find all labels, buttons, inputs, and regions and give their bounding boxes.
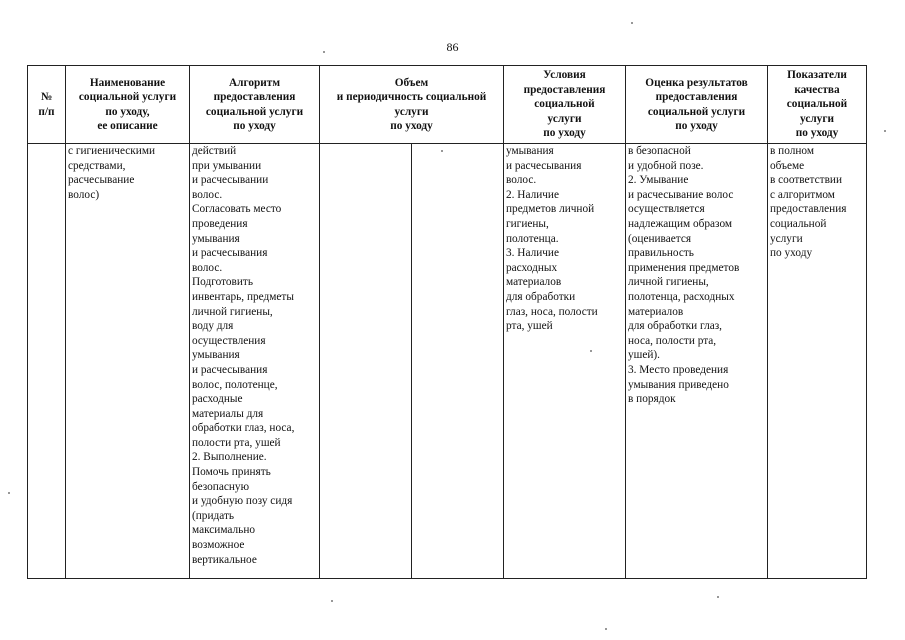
table-row xyxy=(28,144,867,579)
services-table xyxy=(27,65,867,579)
scan-speck xyxy=(8,492,10,494)
scan-speck xyxy=(884,130,886,132)
header-service-name: Наименование социальной услуги по уходу, ее описание xyxy=(66,66,190,144)
cell-conditions: умывания и расчесывания волос. 2. Наличие предметов личной гигиены, полотенца. 3. Наличие расходных материалов для обработки глаз, носа, полости рта, ушей xyxy=(504,144,626,579)
cell-volume xyxy=(320,144,504,579)
cell-volume-right xyxy=(412,144,501,578)
header-volume: Объем и периодичность социальной услуги по уходу xyxy=(320,66,504,144)
page-number: 86 xyxy=(446,40,459,54)
header-evaluation: Оценка результатов предоставления социальной услуги по уходу xyxy=(626,66,768,144)
cell-quality: в полном объеме в соответствии с алгоритмом предоставления социальной услуги по уходу xyxy=(768,144,867,579)
scan-speck xyxy=(331,600,333,602)
header-quality: Показатели качества социальной услуги по уходу xyxy=(768,66,867,144)
cell-algorithm: действий при умывании и расчесывании волос. Согласовать место проведения умывания и расчесывания волос. Подготовить инвентарь, предметы личной гигиены, воду для осуществления умывания и расчесывания волос, полотенце, расходные материалы для обработки глаз, носа, полости рта, ушей 2. Выполнение. Помочь принять безопасную и удобную позу сидя (придать максимально возможное вертикальное xyxy=(190,144,320,579)
scan-speck xyxy=(631,22,633,24)
cell-volume-left xyxy=(322,144,412,578)
scan-speck xyxy=(441,150,443,152)
scan-speck xyxy=(605,628,607,630)
scan-speck xyxy=(590,350,592,352)
cell-service-name: с гигиеническими средствами, расчесывание волос) xyxy=(66,144,190,579)
header-conditions: Условия предоставления социальной услуги по уходу xyxy=(504,66,626,144)
header-number: № п/п xyxy=(28,66,66,144)
scan-speck xyxy=(323,51,325,53)
scan-speck xyxy=(717,596,719,598)
cell-evaluation: в безопасной и удобной позе. 2. Умывание и расчесывание волос осуществляется надлежащим образом (оценивается правильность применения предметов личной гигиены, полотенца, расходных материалов для обработки глаз, носа, полости рта, ушей). 3. Место проведения умывания приведено в порядок xyxy=(626,144,768,579)
header-algorithm: Алгоритм предоставления социальной услуги по уходу xyxy=(190,66,320,144)
table-header-row xyxy=(28,66,867,144)
cell-number xyxy=(28,144,66,579)
